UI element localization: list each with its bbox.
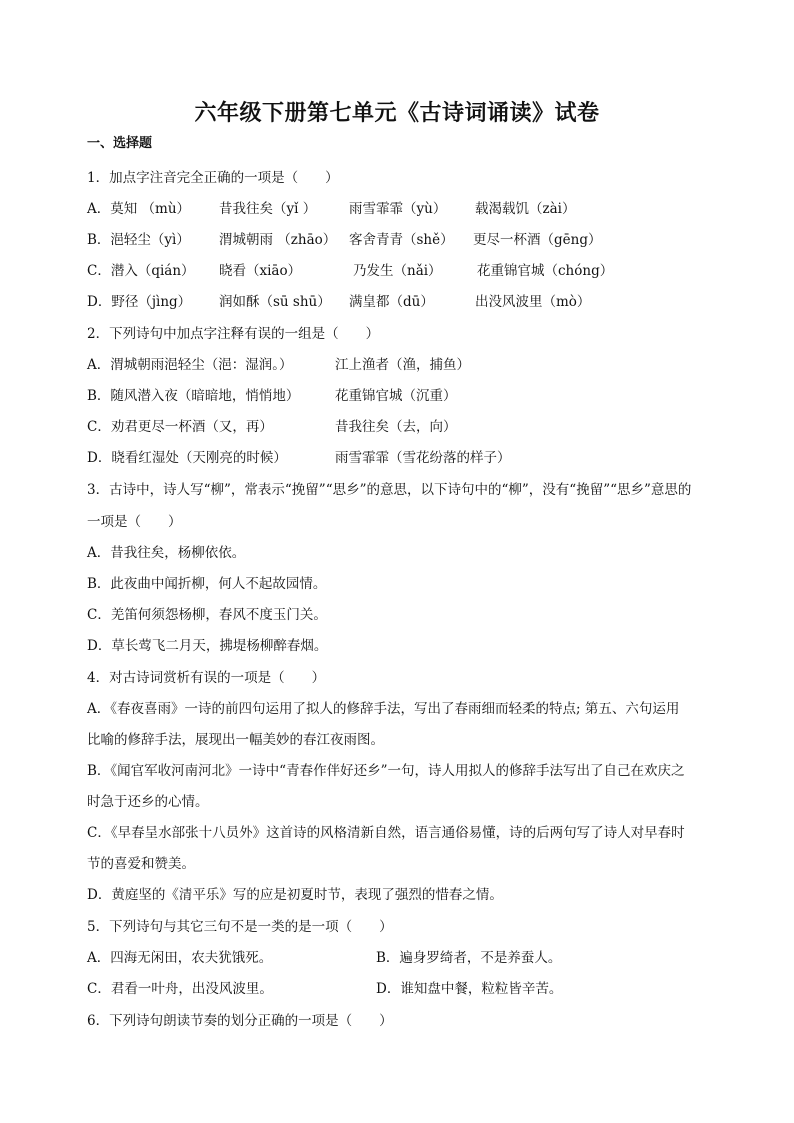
- q4-line-3: B．《闻官军收河南河北》一诗中“青春作伴好还乡”一句，诗人用拟人的修辞手法写出了自己在欢庆之: [87, 763, 685, 779]
- q1-a-1: A．莫知 （mù）: [87, 201, 191, 217]
- page-title: 六年级下册第七单元《古诗词诵读》试卷: [194, 100, 600, 126]
- q3-option-b: B．此夜曲中闻折柳，何人不起故园情。: [87, 576, 327, 592]
- q1-row-c: [87, 259, 707, 279]
- q4-stem: 4．对古诗词赏析有误的一项是（ ）: [87, 670, 326, 686]
- q4-line-6: 节的喜爱和赞美。: [87, 856, 195, 872]
- q3-option-c: C．羌笛何须怨杨柳，春风不度玉门关。: [87, 607, 327, 623]
- q5-a: A．四海无闲田，农夫犹饿死。: [87, 950, 273, 966]
- q1-b-3: 客舍青青（shě）: [349, 232, 454, 248]
- q1-c-4: 花重锦官城（chóng）: [477, 263, 614, 279]
- q2-d-2: 雨雪霏霏（雪花纷落的样子）: [335, 450, 511, 466]
- q1-d-2: 润如酥（sū shū）: [219, 294, 331, 310]
- q2-row-c: [87, 415, 707, 435]
- q1-c-3: 乃发生（nǎi）: [353, 263, 442, 279]
- q5-row-1: [87, 946, 707, 966]
- q4-line-2: 比喻的修辞手法，展现出一幅美妙的春江夜雨图。: [87, 732, 384, 748]
- q5-d: D．谁知盘中餐，粒粒皆辛苦。: [376, 981, 563, 997]
- q2-b-2: 花重锦官城（沉重）: [335, 388, 457, 404]
- q2-c-2: 昔我往矣（去，向）: [335, 419, 457, 435]
- q3-stem-line2: 一项是（ ）: [87, 514, 182, 530]
- q5-stem: 5．下列诗句与其它三句不是一类的是一项（ ）: [87, 919, 393, 935]
- q2-c-1: C．劝君更尽一杯酒（又，再）: [87, 419, 273, 435]
- q1-b-4: 更尽一杯酒（gēng）: [473, 232, 602, 248]
- q5-c: C．君看一叶舟，出没风波里。: [87, 981, 273, 997]
- q1-row-b: [87, 228, 707, 248]
- q4-line-7: D．黄庭坚的《清平乐》写的应是初夏时节，表现了强烈的惜春之情。: [87, 887, 503, 903]
- q3-option-d: D．草长莺飞二月天，拂堤杨柳醉春烟。: [87, 638, 328, 654]
- q1-row-d: [87, 290, 707, 310]
- q2-d-1: D．晓看红湿处（天刚亮的时候）: [87, 450, 287, 466]
- q4-line-1: A．《春夜喜雨》一诗的前四句运用了拟人的修辞手法，写出了春雨细而轻柔的特点; 第五、六句运用: [87, 701, 680, 717]
- q1-stem: 1．加点字注音完全正确的一项是（ ）: [87, 170, 339, 186]
- q6-stem: 6．下列诗句朗读节奏的划分正确的一项是（ ）: [87, 1013, 393, 1029]
- q2-stem: 2．下列诗句中加点字注释有误的一组是（ ）: [87, 326, 380, 342]
- q3-stem-line1: 3．古诗中，诗人写“柳”，常表示“挽留”“思乡”的意思，以下诗句中的“柳”，没有“挽留”“思乡”意思的: [87, 482, 692, 498]
- q1-b-2: 渭城朝雨 （zhāo）: [219, 232, 337, 248]
- q1-d-3: 满皇都（dū）: [349, 294, 434, 310]
- section-heading: 一、选择题: [87, 136, 153, 151]
- q1-a-3: 雨雪霏霏（yù）: [349, 201, 447, 217]
- q1-a-4: 载渴载饥（zài）: [475, 201, 576, 217]
- q2-row-a: [87, 353, 707, 373]
- q1-row-a: [87, 197, 707, 217]
- q3-option-a: A．昔我往矣，杨柳依依。: [87, 545, 246, 561]
- q1-a-2: 昔我往矣（yǐ ）: [219, 201, 317, 217]
- q4-line-5: C．《早春呈水部张十八员外》这首诗的风格清新自然，语言通俗易懂，诗的后两句写了诗人对早春时: [87, 825, 685, 841]
- q1-d-4: 出没风波里（mò）: [475, 294, 591, 310]
- q1-c-1: C．潜入（qián）: [87, 263, 195, 279]
- q1-d-1: D．野径（jìng）: [87, 294, 192, 310]
- q2-row-d: [87, 446, 707, 466]
- q4-line-4: 时急于还乡的心情。: [87, 794, 209, 810]
- q1-b-1: B．浥轻尘（yì）: [87, 232, 190, 248]
- q1-c-2: 晓看（xiāo）: [219, 263, 302, 279]
- q5-row-2: [87, 977, 707, 997]
- q2-a-2: 江上渔者（渔，捕鱼）: [335, 357, 470, 373]
- q2-row-b: [87, 384, 707, 404]
- q2-b-1: B．随风潜入夜（暗暗地，悄悄地）: [87, 388, 300, 404]
- q2-a-1: A．渭城朝雨浥轻尘（浥：湿润。）: [87, 357, 293, 373]
- q5-b: B．遍身罗绮者，不是养蚕人。: [376, 950, 562, 966]
